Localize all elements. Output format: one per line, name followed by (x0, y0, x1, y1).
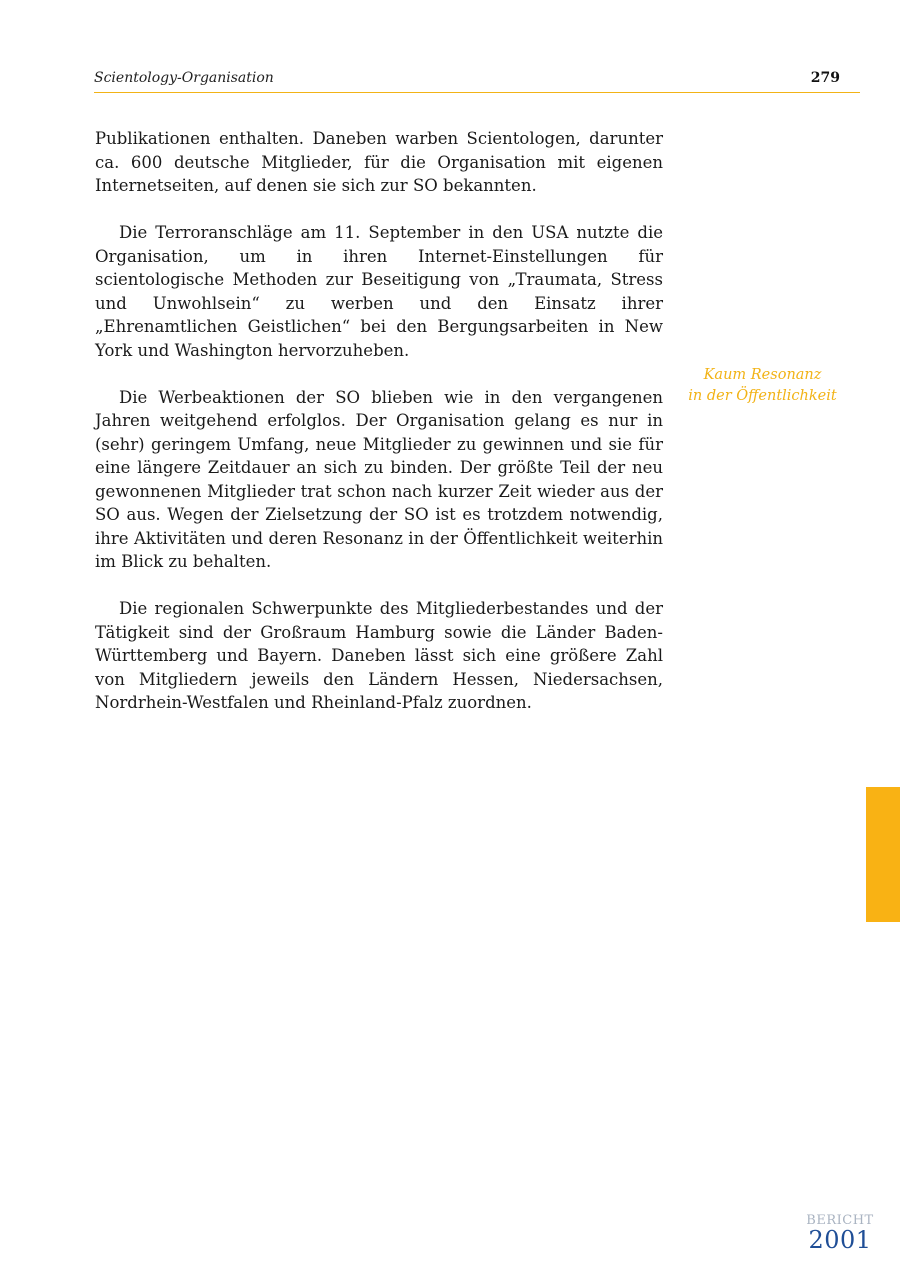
paragraph-continuation: Publikationen enthalten. Daneben warben Scientologen, darunter ca. 600 deutsche Mitglieder, für die Organisation mit eigenen Internetseiten, auf denen sie sich zur SO bekannten. (95, 129, 663, 195)
report-logo-word: BERICHT (806, 1213, 874, 1228)
report-logo-year: 2001 (808, 1226, 872, 1254)
margin-note-line-1: Kaum Resonanz (703, 367, 822, 383)
margin-note-line-2: in der Öffentlichkeit (688, 388, 837, 404)
page-number: 279 (810, 70, 840, 86)
margin-note (680, 365, 845, 407)
running-header (94, 68, 860, 93)
paragraph-advertising: Die Werbeaktionen der SO blieben wie in den vergangenen Jahren weitgehend erfolglos. Der Organisation gelang es nur in (sehr) geringem Umfang, neue Mitglieder zu gewinnen und sie für eine längere Zeitdauer an sich zu binden. Der größte Teil der neu gewonnenen Mitglieder trat schon nach kurzer Zeit wieder aus der SO aus. Wegen der Zielsetzung der SO ist es trotzdem notwendig, ihre Aktivitäten und deren Resonanz in der Öffentlichkeit weiterhin im Blick zu behalten. (95, 387, 663, 571)
body-text (95, 127, 663, 738)
running-header-title: Scientology-Organisation (94, 70, 274, 86)
report-logo (800, 1213, 880, 1254)
paragraph-regional-focus: Die regionalen Schwerpunkte des Mitgliederbestandes und der Tätigkeit sind der Großraum Hamburg sowie die Länder Baden-Württemberg und Bayern. Daneben lässt sich eine größere Zahl von Mitgliedern jeweils den Ländern Hessen, Niedersachsen, Nordrhein-Westfalen und Rheinland-Pfalz zuordnen. (95, 599, 663, 712)
chapter-thumb-tab (866, 787, 900, 922)
paragraph-terror-attacks: Die Terroranschläge am 11. September in den USA nutzte die Organisation, um in ihren Internet-Einstellungen für scientologische Methoden zur Beseitigung von „Traumata, Stress und Unwohlsein“ zu werben und den Einsatz ihrer „Ehrenamtlichen Geistlichen“ bei den Bergungsarbeiten in New York und Washington hervorzuheben. (95, 223, 663, 360)
